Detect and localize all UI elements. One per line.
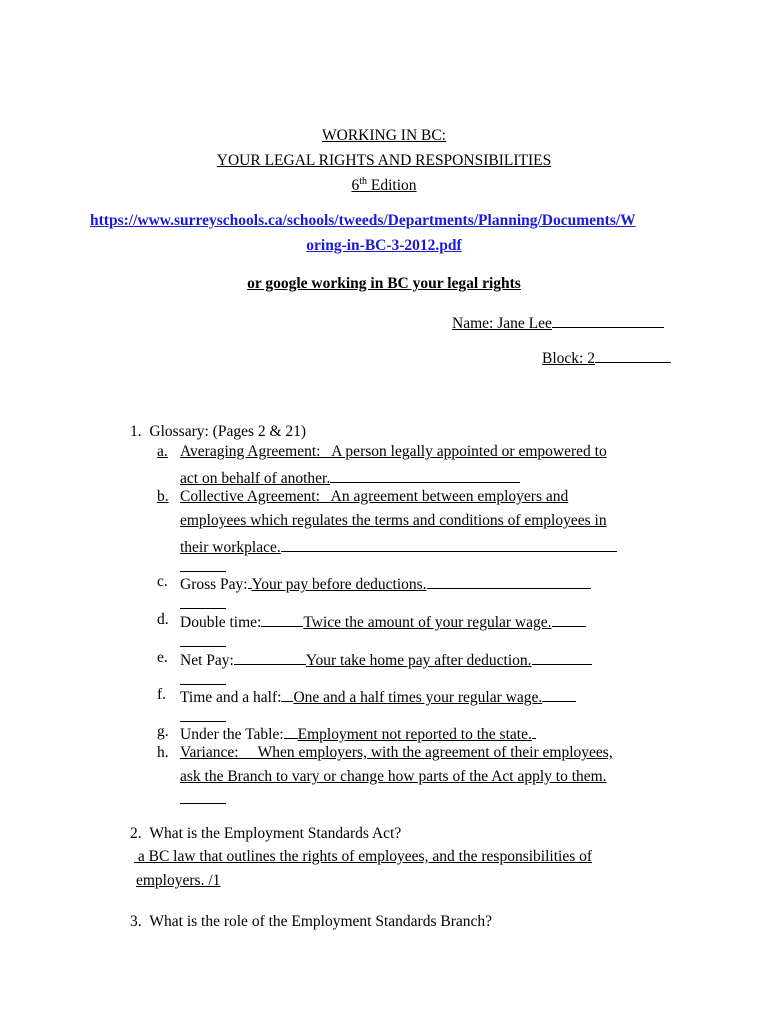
glossary-item-f-gap	[281, 686, 293, 702]
edition-suffix: th	[359, 175, 367, 187]
glossary-item-c-blank2	[180, 593, 226, 609]
source-link-line2[interactable]: oring-in-BC-3-2012.pdf	[306, 237, 462, 254]
glossary-item-c-marker: c.	[157, 573, 168, 590]
q3-number: 3.	[130, 913, 142, 930]
glossary-item-c	[180, 573, 591, 594]
glossary-item-e-blank	[532, 649, 592, 665]
glossary-item-f	[180, 686, 576, 707]
glossary-item-d-term: Double time:	[180, 614, 262, 631]
glossary-item-g-marker: g.	[157, 723, 169, 740]
glossary-item-h-marker: h.	[157, 744, 169, 761]
q2-number: 2.	[130, 825, 142, 842]
glossary-item-a-blank	[330, 467, 520, 483]
glossary-item-d-def: Twice the amount of your regular wage.	[303, 614, 552, 631]
glossary-item-h-line1: Variance: When employers, with the agreement of their employees,	[180, 744, 613, 761]
doc-title-line2: YOUR LEGAL RIGHTS AND RESPONSIBILITIES	[216, 152, 552, 169]
glossary-item-e-def: Your take home pay after deduction.	[305, 652, 532, 669]
glossary-item-a-line2: act on behalf of another.	[180, 470, 331, 487]
name-blank	[552, 312, 664, 328]
glossary-item-c-def: Your pay before deductions.	[251, 576, 427, 593]
glossary-item-a-marker: a.	[157, 443, 168, 460]
glossary-item-h-line2: ask the Branch to vary or change how parts of the Act apply to them.	[180, 768, 607, 785]
glossary-item-e-term: Net Pay:	[180, 652, 234, 669]
google-note: or google working in BC your legal rights	[247, 275, 521, 292]
glossary-item-g-gap	[284, 723, 298, 739]
q1-heading	[130, 423, 306, 441]
student-block	[542, 347, 671, 368]
glossary-item-d-blank2	[180, 631, 226, 647]
glossary-item-d	[180, 611, 586, 632]
glossary-item-g	[180, 723, 536, 744]
glossary-item-f-blank	[542, 686, 576, 702]
glossary-item-f-marker: f.	[157, 686, 167, 703]
glossary-item-e-blank2	[180, 669, 226, 685]
glossary-item-e-marker: e.	[157, 649, 168, 666]
edition-line	[0, 177, 768, 195]
glossary-item-b-line2: employees which regulates the terms and conditions of employees in	[180, 512, 607, 529]
edition-word: Edition	[367, 177, 417, 194]
glossary-item-b-line3-wrap	[180, 536, 617, 557]
source-link-line1[interactable]: https://www.surreyschools.ca/schools/tweeds/Departments/Planning/Documents/W	[90, 212, 636, 229]
glossary-item-f-term: Time and a half:	[180, 689, 282, 706]
glossary-item-d-blank	[552, 611, 586, 627]
student-block-text: Block: 2	[542, 350, 595, 367]
q1-number: 1.	[130, 423, 142, 440]
q3-question: What is the role of the Employment Standards Branch?	[149, 913, 493, 930]
glossary-item-c-term: Gross Pay:	[180, 576, 248, 593]
glossary-item-e	[180, 649, 592, 670]
glossary-item-b-line1: Collective Agreement: An agreement between employers and	[180, 488, 569, 505]
glossary-item-c-blank	[427, 573, 591, 589]
glossary-item-a-line1: Averaging Agreement: A person legally appointed or empowered to	[180, 443, 607, 460]
edition-number: 6	[351, 177, 360, 194]
glossary-item-b-marker: b.	[157, 488, 169, 505]
glossary-item-b-line3: their workplace.	[180, 539, 281, 556]
q2-question: What is the Employment Standards Act?	[149, 825, 402, 842]
glossary-item-g-term: Under the Table:	[180, 726, 284, 743]
glossary-item-a-line2-wrap	[180, 467, 520, 488]
glossary-item-g-blank	[532, 723, 536, 739]
doc-title-line1: WORKING IN BC:	[322, 127, 446, 144]
glossary-item-h-blank	[180, 788, 226, 804]
student-name	[452, 312, 664, 333]
glossary-item-b-blank2	[180, 556, 226, 572]
glossary-item-b-blank	[281, 536, 617, 552]
q2-answer-line2: employers. /1	[136, 872, 221, 889]
glossary-item-f-def: One and a half times your regular wage.	[293, 689, 543, 706]
glossary-item-f-blank2	[180, 706, 226, 722]
glossary-item-e-gap	[234, 649, 306, 665]
glossary-item-d-marker: d.	[157, 611, 169, 628]
block-blank	[595, 347, 671, 363]
student-name-text: Name: Jane Lee	[452, 315, 552, 332]
q2-answer-line1: a BC law that outlines the rights of employees, and the responsibilities of	[134, 848, 593, 865]
glossary-item-h-extra-blank	[180, 788, 226, 809]
q3-heading	[130, 913, 492, 931]
glossary-item-d-gap	[261, 611, 303, 627]
q2-heading	[130, 825, 401, 843]
glossary-item-g-def: Employment not reported to the state.	[297, 726, 532, 743]
q1-title: Glossary: (Pages 2 & 21)	[149, 423, 307, 440]
